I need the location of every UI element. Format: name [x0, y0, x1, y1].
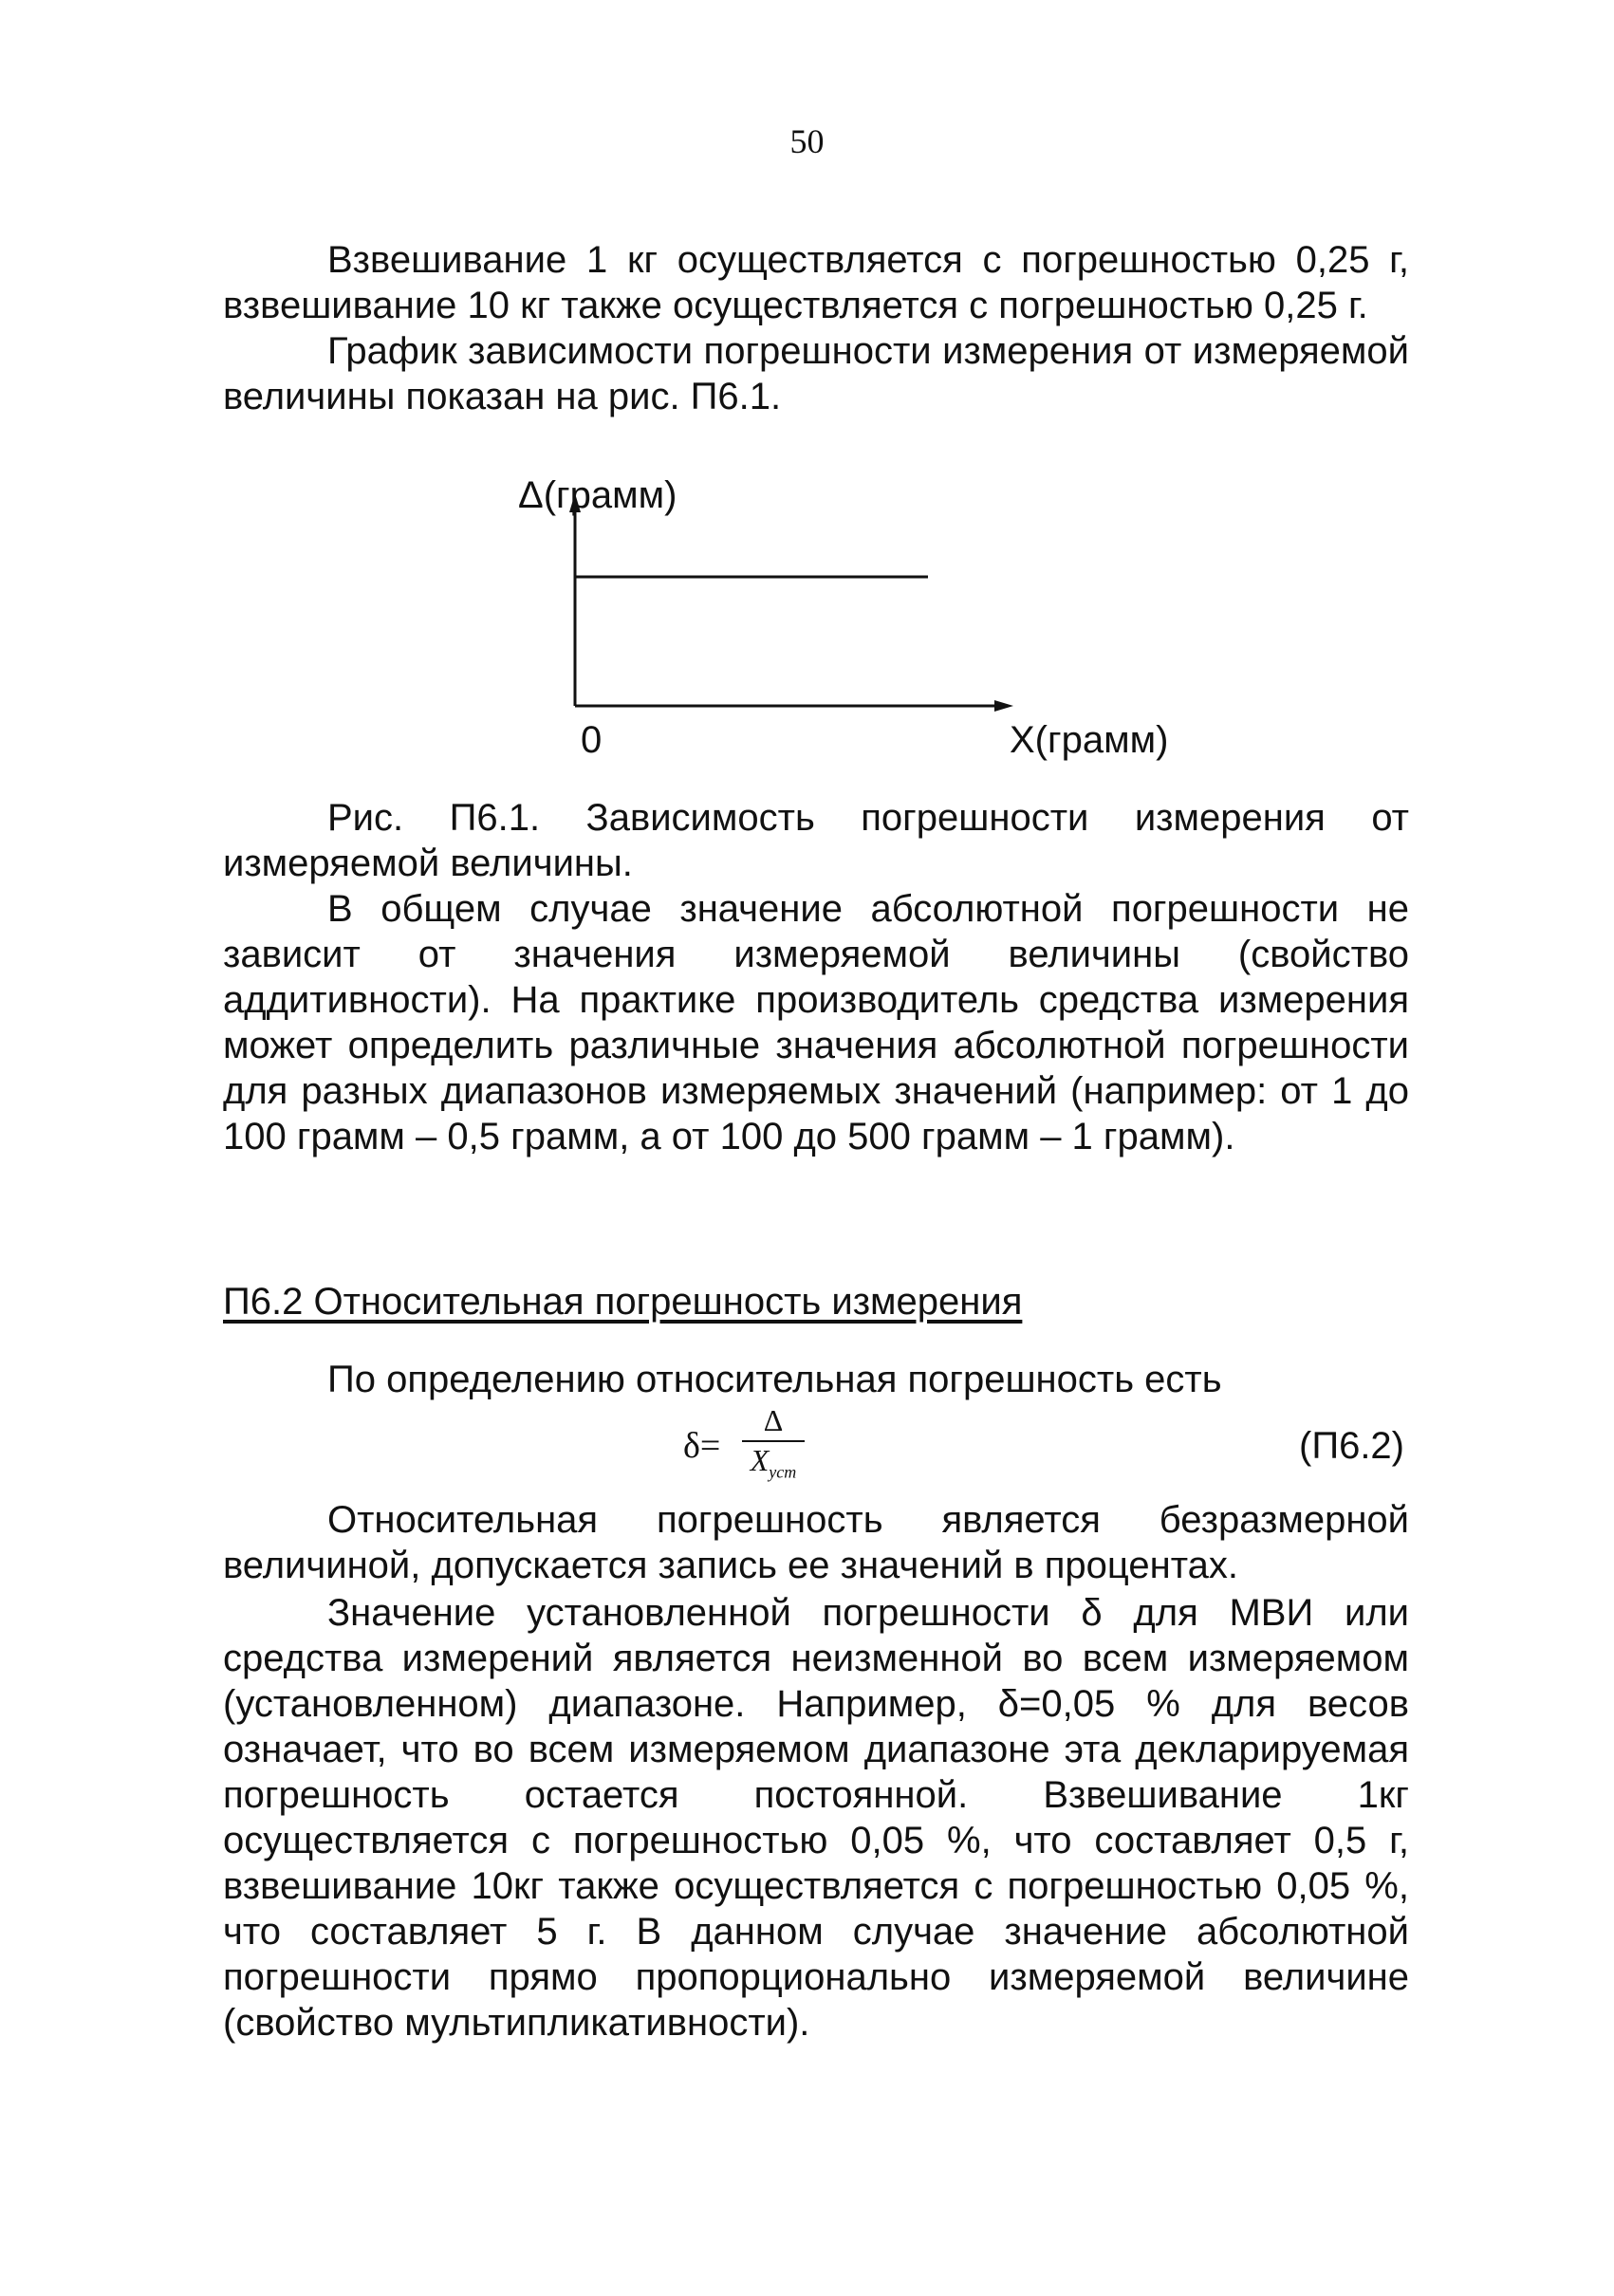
figure-p6-1	[474, 474, 1215, 778]
x-axis-arrow	[994, 700, 1013, 712]
formula-numerator: Δ	[763, 1403, 784, 1437]
origin-label: 0	[581, 719, 603, 761]
formula-p6-2	[664, 1404, 1423, 1490]
paragraph-weighing-absolute: Взвешивание 1 кг осуществляется с погрешностью 0,25 г, взвешивание 10 кг также осуществляется с погрешностью 0,25 г.	[223, 239, 1409, 326]
fraction-bar	[742, 1440, 805, 1442]
formula-lhs: δ=	[683, 1426, 721, 1466]
section-heading: П6.2 Относительная погрешность измерения	[223, 1281, 1023, 1323]
paragraph-definition: По определению относительная погрешность есть	[327, 1359, 1222, 1400]
formula-denominator-symbol: X	[750, 1443, 770, 1477]
paragraph-graph-intro: График зависимости погрешности измерения от измеряемой величины показан на рис. П6.1.	[223, 330, 1409, 417]
formula-denominator-subscript: уст	[769, 1462, 797, 1482]
paragraph-additivity: В общем случае значение абсолютной погрешности не зависит от значения измеряемой величины (свойство аддитивности). На практике производитель средства измерения может определить различные значения абсолютной погрешности для разных диапазонов измеряемых значений (например: от 1 до 100 грамм – 0,5 грамм, а от 100 до 500 грамм – 1 грамм).	[223, 888, 1409, 1157]
formula-tag: (П6.2)	[1299, 1425, 1404, 1467]
x-axis-label: X(грамм)	[1010, 719, 1169, 761]
figure-caption: Рис. П6.1. Зависимость погрешности измерения от измеряемой величины.	[223, 797, 1409, 884]
page-number: 50	[789, 122, 825, 160]
formula-fraction	[742, 1404, 805, 1488]
paragraph-dimensionless: Относительная погрешность является безразмерной величиной, допускается запись ее значений в процентах.	[223, 1499, 1409, 1586]
y-axis-label: Δ(грамм)	[518, 474, 677, 516]
paragraph-multiplicativity: Значение установленной погрешности δ для МВИ или средства измерений является неизменной во всем измеряемом (установленном) диапазоне. Например, δ=0,05 % для весов означает, что во всем измеряемом диапазоне эта декларируемая погрешность остается постоянной. Взвешивание 1кг осуществляется с погрешностью 0,05 %, что составляет 0,5 г, взвешивание 10кг также осуществляется с погрешностью 0,05 %, что составляет 5 г. В данном случае значение абсолютной погрешности прямо пропорционально измеряемой величине (свойство мультипликативности).	[223, 1592, 1409, 2044]
formula-denominator	[742, 1444, 805, 1488]
